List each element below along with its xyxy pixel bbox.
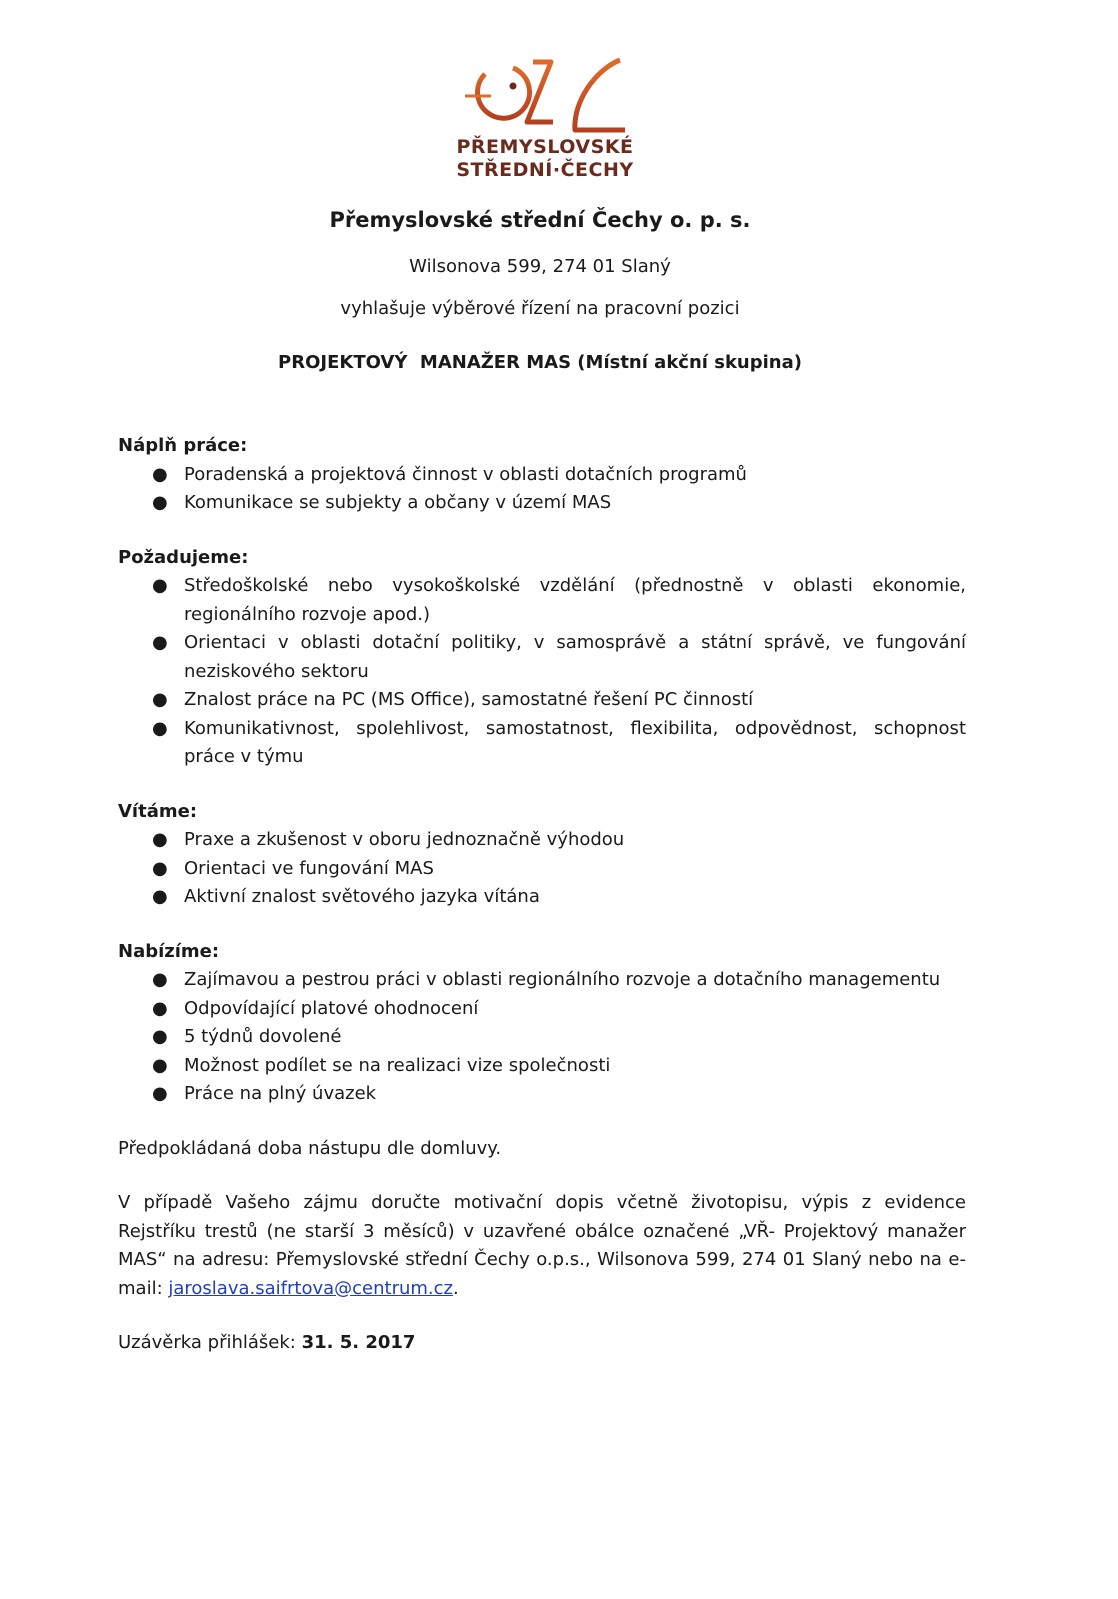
deadline bbox=[118, 1329, 966, 1358]
list-item: ● Aktivní znalost světového jazyka vítána bbox=[118, 883, 966, 912]
section-job-duties bbox=[118, 432, 966, 518]
section-offer bbox=[118, 938, 966, 1109]
bullet-icon: ● bbox=[152, 857, 168, 879]
list-item: ● Středoškolské nebo vysokoškolské vzdělání (přednostně v oblasti ekonomie, regionálního rozvoje apod.) bbox=[118, 572, 966, 629]
section-welcome bbox=[118, 798, 966, 912]
bullet-icon: ● bbox=[152, 886, 168, 907]
position-title: PROJEKTOVÝ MANAŽER MAS (Místní akční skupina) bbox=[278, 352, 802, 373]
email-link[interactable]: jaroslava.saifrtova@centrum.cz bbox=[168, 1277, 453, 1299]
logo-text-line2: STŘEDNÍ·ČECHY bbox=[456, 159, 634, 181]
bullet-icon: ● bbox=[152, 829, 168, 850]
section-heading: Náplň práce: bbox=[118, 435, 248, 456]
bullet-icon: ● bbox=[152, 1054, 168, 1076]
section-heading: Vítáme: bbox=[118, 800, 198, 822]
bullet-icon: ● bbox=[152, 689, 168, 710]
list-item: ● Praxe a zkušenost v oboru jednoznačně výhodou bbox=[118, 826, 966, 855]
list-item: ● Poradenská a projektová činnost v oblasti dotačních programů bbox=[118, 461, 966, 490]
application-trailing: . bbox=[452, 1277, 459, 1299]
bullet-icon: ● bbox=[152, 969, 168, 990]
list-item: ● Komunikativnost, spolehlivost, samostatnost, flexibilita, odpovědnost, schopnost práce v týmu bbox=[118, 715, 966, 772]
organization-name: Přemyslovské střední Čechy o. p. s. bbox=[329, 208, 751, 232]
organization-address: Wilsonova 599, 274 01 Slaný bbox=[409, 256, 671, 277]
announcement-line: vyhlašuje výběrové řízení na pracovní pozici bbox=[340, 298, 740, 319]
organization-logo bbox=[455, 52, 635, 188]
list-item: ● Znalost práce na PC (MS Office), samostatné řešení PC činností bbox=[118, 686, 966, 715]
bullet-list bbox=[118, 966, 966, 1109]
bullet-list bbox=[118, 826, 966, 912]
deadline-date: 31. 5. 2017 bbox=[301, 1332, 416, 1353]
bullet-list bbox=[118, 461, 966, 518]
list-item: ● Odpovídající platové ohodnocení bbox=[118, 995, 966, 1024]
section-heading: Požadujeme: bbox=[118, 546, 249, 568]
application-instructions bbox=[118, 1189, 966, 1303]
start-date-note: Předpokládaná doba nástupu dle domluvy. bbox=[118, 1137, 502, 1159]
bullet-icon: ● bbox=[152, 1083, 168, 1104]
bullet-icon: ● bbox=[152, 463, 168, 485]
bullet-icon: ● bbox=[152, 575, 168, 596]
bullet-icon: ● bbox=[152, 492, 168, 513]
document-body bbox=[118, 432, 966, 1384]
bullet-icon: ● bbox=[152, 1026, 168, 1047]
list-item: ● Zajímavou a pestrou práci v oblasti regionálního rozvoje a dotačního managementu bbox=[118, 966, 966, 995]
bullet-icon: ● bbox=[152, 632, 168, 653]
deadline-label: Uzávěrka přihlášek: bbox=[118, 1332, 302, 1353]
list-item: ● Komunikace se subjekty a občany v území MAS bbox=[118, 489, 966, 518]
bullet-icon: ● bbox=[152, 997, 168, 1019]
application-text: V případě Vašeho zájmu doručte motivační dopis včetně životopisu, výpis z evidence Rejstříku trestů (ne starší 3 měsíců) v uzavřené obálce označené „VŘ- Projektový manažer MAS“ na adresu: Přemyslovské střední Čechy o.p.s., Wilsonova 599, 274 01 Slaný nebo na e-mail: bbox=[118, 1192, 966, 1299]
list-item: ● Orientaci v oblasti dotační politiky, v samosprávě a státní správě, ve fungování neziskového sektoru bbox=[118, 629, 966, 686]
bullet-icon: ● bbox=[152, 717, 168, 739]
list-item: ● Práce na plný úvazek bbox=[118, 1080, 966, 1109]
list-item: ● Možnost podílet se na realizaci vize společnosti bbox=[118, 1052, 966, 1081]
logo-emblem-icon bbox=[455, 52, 635, 138]
list-item: ● Orientaci ve fungování MAS bbox=[118, 855, 966, 884]
section-requirements bbox=[118, 544, 966, 772]
section-heading: Nabízíme: bbox=[118, 940, 220, 962]
logo-text-line1: PŘEMYSLOVSKÉ bbox=[456, 136, 634, 158]
list-item: ● 5 týdnů dovolené bbox=[118, 1023, 966, 1052]
bullet-list bbox=[118, 572, 966, 772]
